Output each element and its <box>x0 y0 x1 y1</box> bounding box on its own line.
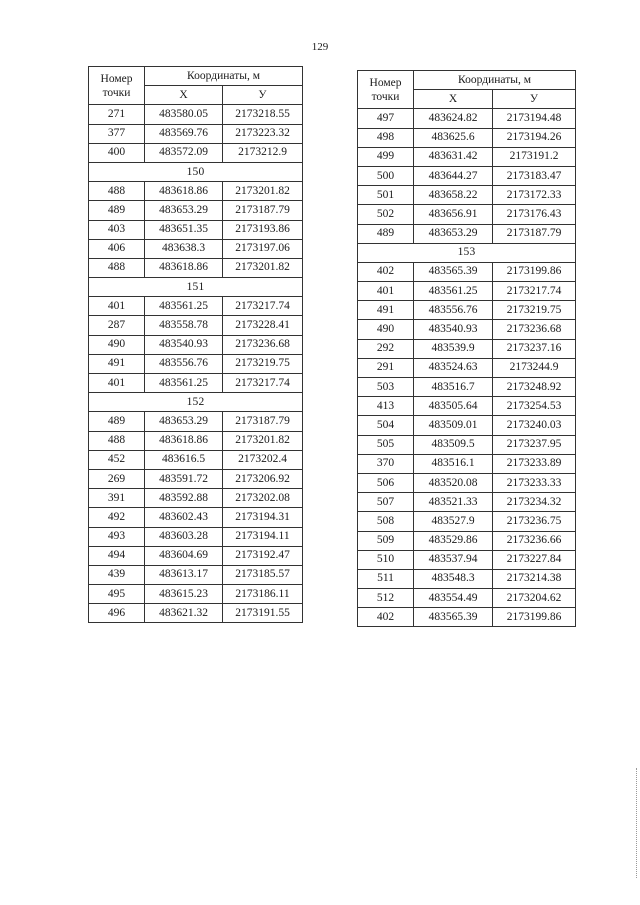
y-coordinate: 2173185.57 <box>223 565 303 584</box>
point-number: 271 <box>89 105 145 124</box>
point-number: 402 <box>358 262 414 281</box>
point-number: 439 <box>89 565 145 584</box>
y-coordinate: 2173219.75 <box>493 301 576 320</box>
table-row <box>89 527 303 546</box>
x-coordinate: 483631.42 <box>414 147 493 166</box>
point-number: 503 <box>358 378 414 397</box>
table-row <box>358 435 576 454</box>
y-coordinate: 2173237.95 <box>493 435 576 454</box>
y-coordinate: 2173228.41 <box>223 316 303 335</box>
table-row <box>89 354 303 373</box>
contour-number: 152 <box>89 393 303 412</box>
y-coordinate: 2173201.82 <box>223 258 303 277</box>
x-coordinate: 483505.64 <box>414 397 493 416</box>
point-number: 269 <box>89 469 145 488</box>
table-row <box>358 378 576 397</box>
y-coordinate: 2173244.9 <box>493 358 576 377</box>
table-row <box>358 320 576 339</box>
table-row <box>89 604 303 623</box>
y-coordinate: 2173236.68 <box>223 335 303 354</box>
point-number: 490 <box>358 320 414 339</box>
y-coordinate: 2173234.32 <box>493 493 576 512</box>
point-number: 491 <box>358 301 414 320</box>
table-row <box>89 201 303 220</box>
point-number-header: Номер точки <box>358 71 414 109</box>
x-coordinate: 483604.69 <box>145 546 223 565</box>
x-coordinate: 483618.86 <box>145 182 223 201</box>
y-coordinate: 2173187.79 <box>223 201 303 220</box>
x-coordinate: 483621.32 <box>145 604 223 623</box>
point-number: 497 <box>358 109 414 128</box>
point-number: 510 <box>358 550 414 569</box>
y-coordinate: 2173219.75 <box>223 354 303 373</box>
table-row <box>358 301 576 320</box>
point-number: 488 <box>89 258 145 277</box>
y-coordinate: 2173217.74 <box>223 374 303 393</box>
table-row <box>89 585 303 604</box>
contour-group-row <box>358 243 576 262</box>
point-number: 507 <box>358 493 414 512</box>
x-coordinate: 483556.76 <box>145 354 223 373</box>
y-coordinate: 2173218.55 <box>223 105 303 124</box>
x-coordinate: 483516.7 <box>414 378 493 397</box>
y-coordinate: 2173223.32 <box>223 124 303 143</box>
point-number: 452 <box>89 450 145 469</box>
y-coordinate: 2173192.47 <box>223 546 303 565</box>
x-coordinate: 483572.09 <box>145 143 223 162</box>
x-coordinate: 483592.88 <box>145 489 223 508</box>
point-number: 370 <box>358 454 414 473</box>
y-coordinate: 2173199.86 <box>493 262 576 281</box>
table-row <box>89 335 303 354</box>
contour-number: 151 <box>89 278 303 297</box>
coordinates-header: Координаты, м <box>414 71 576 90</box>
table-row <box>89 546 303 565</box>
point-number: 292 <box>358 339 414 358</box>
contour-number: 150 <box>89 162 303 181</box>
x-coordinate: 483509.01 <box>414 416 493 435</box>
y-coordinate: 2173236.75 <box>493 512 576 531</box>
x-coordinate: 483548.3 <box>414 569 493 588</box>
table-row <box>358 569 576 588</box>
y-coordinate: 2173199.86 <box>493 608 576 627</box>
x-coordinate: 483653.29 <box>145 201 223 220</box>
point-number: 493 <box>89 527 145 546</box>
table-row <box>89 508 303 527</box>
x-coordinate: 483603.28 <box>145 527 223 546</box>
x-coordinate: 483554.49 <box>414 589 493 608</box>
table-row <box>358 416 576 435</box>
table-row <box>358 358 576 377</box>
table-row <box>358 186 576 205</box>
table-row <box>89 239 303 258</box>
y-column-header: У <box>493 90 576 109</box>
table-row <box>358 339 576 358</box>
table-row <box>89 374 303 393</box>
y-coordinate: 2173217.74 <box>493 282 576 301</box>
y-coordinate: 2173212.9 <box>223 143 303 162</box>
point-number: 506 <box>358 473 414 492</box>
y-coordinate: 2173197.06 <box>223 239 303 258</box>
table-row <box>358 512 576 531</box>
x-coordinate: 483569.76 <box>145 124 223 143</box>
x-coordinate: 483527.9 <box>414 512 493 531</box>
x-coordinate: 483561.25 <box>145 297 223 316</box>
y-coordinate: 2173202.4 <box>223 450 303 469</box>
table-row <box>89 412 303 431</box>
point-number: 401 <box>358 282 414 301</box>
y-coordinate: 2173227.84 <box>493 550 576 569</box>
table-row <box>358 166 576 185</box>
y-coordinate: 2173214.38 <box>493 569 576 588</box>
table-row <box>358 493 576 512</box>
x-coordinate: 483561.25 <box>145 374 223 393</box>
y-coordinate: 2173194.11 <box>223 527 303 546</box>
x-coordinate: 483565.39 <box>414 262 493 281</box>
point-number: 403 <box>89 220 145 239</box>
x-coordinate: 483644.27 <box>414 166 493 185</box>
x-coordinate: 483565.39 <box>414 608 493 627</box>
point-number: 377 <box>89 124 145 143</box>
y-coordinate: 2173194.31 <box>223 508 303 527</box>
table-row <box>358 205 576 224</box>
y-coordinate: 2173240.03 <box>493 416 576 435</box>
y-coordinate: 2173202.08 <box>223 489 303 508</box>
x-coordinate: 483658.22 <box>414 186 493 205</box>
coordinates-table-left <box>88 66 303 623</box>
table-row <box>358 262 576 281</box>
table-row <box>358 109 576 128</box>
point-number: 400 <box>89 143 145 162</box>
y-coordinate: 2173194.26 <box>493 128 576 147</box>
x-coordinate: 483624.82 <box>414 109 493 128</box>
x-coordinate: 483524.63 <box>414 358 493 377</box>
point-number: 505 <box>358 435 414 454</box>
y-coordinate: 2173236.66 <box>493 531 576 550</box>
point-number: 501 <box>358 186 414 205</box>
point-number: 488 <box>89 182 145 201</box>
y-coordinate: 2173194.48 <box>493 109 576 128</box>
y-column-header: У <box>223 86 303 105</box>
x-coordinate: 483618.86 <box>145 431 223 450</box>
table-row <box>358 531 576 550</box>
y-coordinate: 2173172.33 <box>493 186 576 205</box>
point-number: 491 <box>89 354 145 373</box>
x-coordinate: 483509.5 <box>414 435 493 454</box>
x-coordinate: 483653.29 <box>414 224 493 243</box>
table-row <box>358 589 576 608</box>
point-number: 489 <box>89 201 145 220</box>
point-number: 504 <box>358 416 414 435</box>
table-row <box>89 316 303 335</box>
point-number: 512 <box>358 589 414 608</box>
table-row <box>89 450 303 469</box>
point-number: 287 <box>89 316 145 335</box>
y-coordinate: 2173183.47 <box>493 166 576 185</box>
table-row <box>358 473 576 492</box>
x-coordinate: 483602.43 <box>145 508 223 527</box>
x-coordinate: 483556.76 <box>414 301 493 320</box>
y-coordinate: 2173187.79 <box>223 412 303 431</box>
point-number: 490 <box>89 335 145 354</box>
y-coordinate: 2173193.86 <box>223 220 303 239</box>
y-coordinate: 2173201.82 <box>223 431 303 450</box>
coordinates-table-right <box>357 70 576 627</box>
table-row <box>89 220 303 239</box>
table-row <box>89 431 303 450</box>
point-number: 391 <box>89 489 145 508</box>
x-coordinate: 483516.1 <box>414 454 493 473</box>
x-coordinate: 483558.78 <box>145 316 223 335</box>
point-number: 413 <box>358 397 414 416</box>
table-row <box>89 565 303 584</box>
table-row <box>89 489 303 508</box>
x-coordinate: 483561.25 <box>414 282 493 301</box>
table-row <box>358 397 576 416</box>
x-column-header: X <box>145 86 223 105</box>
table-row <box>89 297 303 316</box>
point-number: 502 <box>358 205 414 224</box>
contour-group-row <box>89 162 303 181</box>
x-coordinate: 483613.17 <box>145 565 223 584</box>
point-number: 401 <box>89 374 145 393</box>
x-coordinate: 483618.86 <box>145 258 223 277</box>
x-coordinate: 483638.3 <box>145 239 223 258</box>
y-coordinate: 2173201.82 <box>223 182 303 201</box>
point-number: 489 <box>89 412 145 431</box>
y-coordinate: 2173204.62 <box>493 589 576 608</box>
x-coordinate: 483539.9 <box>414 339 493 358</box>
y-coordinate: 2173176.43 <box>493 205 576 224</box>
table-row <box>89 469 303 488</box>
table-body <box>89 105 303 623</box>
point-number: 496 <box>89 604 145 623</box>
point-number: 499 <box>358 147 414 166</box>
y-coordinate: 2173233.89 <box>493 454 576 473</box>
x-coordinate: 483625.6 <box>414 128 493 147</box>
point-number: 488 <box>89 431 145 450</box>
table-row <box>358 147 576 166</box>
table-row <box>89 124 303 143</box>
table-row <box>89 105 303 124</box>
point-number: 508 <box>358 512 414 531</box>
x-coordinate: 483580.05 <box>145 105 223 124</box>
y-coordinate: 2173236.68 <box>493 320 576 339</box>
x-coordinate: 483656.91 <box>414 205 493 224</box>
y-coordinate: 2173186.11 <box>223 585 303 604</box>
x-coordinate: 483615.23 <box>145 585 223 604</box>
y-coordinate: 2173233.33 <box>493 473 576 492</box>
y-coordinate: 2173206.92 <box>223 469 303 488</box>
table-row <box>358 608 576 627</box>
point-number: 509 <box>358 531 414 550</box>
y-coordinate: 2173191.55 <box>223 604 303 623</box>
y-coordinate: 2173217.74 <box>223 297 303 316</box>
contour-group-row <box>89 278 303 297</box>
table-row <box>89 258 303 277</box>
x-coordinate: 483529.86 <box>414 531 493 550</box>
point-number: 401 <box>89 297 145 316</box>
x-coordinate: 483540.93 <box>414 320 493 339</box>
x-coordinate: 483651.35 <box>145 220 223 239</box>
point-number: 494 <box>89 546 145 565</box>
table-row <box>358 550 576 569</box>
point-number: 402 <box>358 608 414 627</box>
x-coordinate: 483520.08 <box>414 473 493 492</box>
table-body <box>358 109 576 627</box>
table-row <box>89 143 303 162</box>
x-coordinate: 483521.33 <box>414 493 493 512</box>
point-number: 492 <box>89 508 145 527</box>
table-row <box>358 282 576 301</box>
x-coordinate: 483653.29 <box>145 412 223 431</box>
x-coordinate: 483537.94 <box>414 550 493 569</box>
point-number: 498 <box>358 128 414 147</box>
point-number: 500 <box>358 166 414 185</box>
point-number: 511 <box>358 569 414 588</box>
table-row <box>358 454 576 473</box>
y-coordinate: 2173187.79 <box>493 224 576 243</box>
x-coordinate: 483540.93 <box>145 335 223 354</box>
y-coordinate: 2173254.53 <box>493 397 576 416</box>
y-coordinate: 2173191.2 <box>493 147 576 166</box>
point-number-header: Номер точки <box>89 67 145 105</box>
page-number: 129 <box>311 41 329 53</box>
point-number: 291 <box>358 358 414 377</box>
contour-number: 153 <box>358 243 576 262</box>
table-row <box>89 182 303 201</box>
point-number: 495 <box>89 585 145 604</box>
x-column-header: X <box>414 90 493 109</box>
point-number: 406 <box>89 239 145 258</box>
point-number: 489 <box>358 224 414 243</box>
x-coordinate: 483591.72 <box>145 469 223 488</box>
x-coordinate: 483616.5 <box>145 450 223 469</box>
contour-group-row <box>89 393 303 412</box>
coordinates-header: Координаты, м <box>145 67 303 86</box>
y-coordinate: 2173237.16 <box>493 339 576 358</box>
table-row <box>358 224 576 243</box>
table-row <box>358 128 576 147</box>
y-coordinate: 2173248.92 <box>493 378 576 397</box>
scan-edge-mark <box>636 768 638 878</box>
